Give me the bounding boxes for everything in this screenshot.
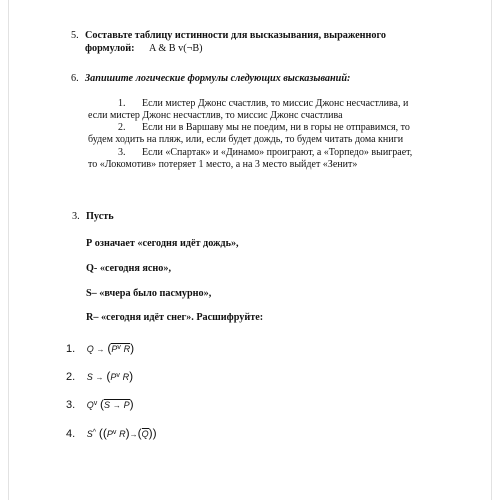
definition-s: S– «вчера было пасмурно», [86,288,212,299]
formula-2-number: 2. [66,371,76,383]
formula-4: 4. S^ (($P^v$ R)→(Q)) [66,426,157,440]
task-3-title: Пусть [86,211,114,222]
task-6-item-1-num: 1. [118,98,126,109]
formula-3-negated-group [104,399,130,411]
formula-4-p: P [106,429,113,439]
formula-1-number: 1. [66,343,76,355]
formula-1-or: v [117,344,121,351]
formula-4-negated-q [142,428,149,440]
formula-3-arrow: → [112,401,121,410]
formula-4-r: R [119,429,126,439]
formula-3-p: P [123,400,130,410]
task-6-item-3-line1: Если «Спартак» и «Динамо» проиграют, а «Торпедо» выиграет, [142,147,413,158]
page-edge-right [491,0,492,500]
formula-2-arrow: → [95,373,104,382]
task-6-item-2-line2: будем ходить на пляж, или, если будет дождь, то будем читать дома книги [88,134,404,145]
formula-3-number: 3. [66,399,76,411]
formula-4-s: S [86,429,93,439]
formula-2: 2. $S \to (P^v$ R) [66,369,134,383]
formula-2-p: P [110,372,117,382]
formula-3: 3. $Q^v$ (S → P) [66,397,134,411]
formula-1: 1. $Q \to (P^v$ R) [66,341,135,355]
definition-q: Q- «сегодня ясно», [86,263,172,274]
task-6-item-2-line1: Если ни в Варшаву мы не поедим, ни в горы не отправимся, то [142,122,410,133]
formula-4-or: v [112,429,117,436]
formula-2-or: v [116,372,120,379]
task-5-number: 5. [71,30,79,41]
task-6-item-3-num: 3. [118,147,126,158]
definition-p: Р означает «сегодня идёт дождь», [86,238,239,249]
formula-3-or: v [93,400,98,407]
task-6-item-2-num: 2. [118,122,126,133]
task-3-number: 3. [72,211,80,222]
formula-2-s: S [86,372,93,382]
formula-1-arrow: → [96,345,105,354]
task-6-item-3-line2: то «Локомотив» потеряет 1 место, а на 3 место выйдет «Зенит» [88,159,358,170]
formula-4-arrow: → [129,430,138,439]
formula-1-negated-group [111,343,130,355]
task-6-item-1-line2: если мистер Джонс несчастлив, то миссис Джонс счастлива [88,110,343,121]
page-edge-left [8,0,9,500]
task-5-formula: A & B v(¬B) [149,43,203,54]
task-5-text-line2-label: формулой: [85,43,135,54]
formula-1-p: P [111,344,118,354]
formula-4-number: 4. [66,428,76,440]
task-6-item-1-line1: Если мистер Джонс счастлив, то миссис Джонс несчастлива, и [142,98,409,109]
formula-1-r: R [123,344,131,354]
formula-4-q: Q [141,429,149,439]
formula-1-q: Q [86,344,94,354]
formula-3-s: S [104,400,111,410]
task-5-text-line1: Составьте таблицу истинности для высказывания, выраженного [85,30,386,41]
task-6-number: 6. [71,73,79,84]
formula-3-q: Q [86,400,94,410]
task-6-title: Запишите логические формулы следующих высказываний: [85,73,351,84]
definition-r: R– «сегодня идёт снег». Расшифруйте: [86,312,264,323]
formula-4-and: ^ [92,429,97,436]
formula-2-r: R [122,372,130,382]
